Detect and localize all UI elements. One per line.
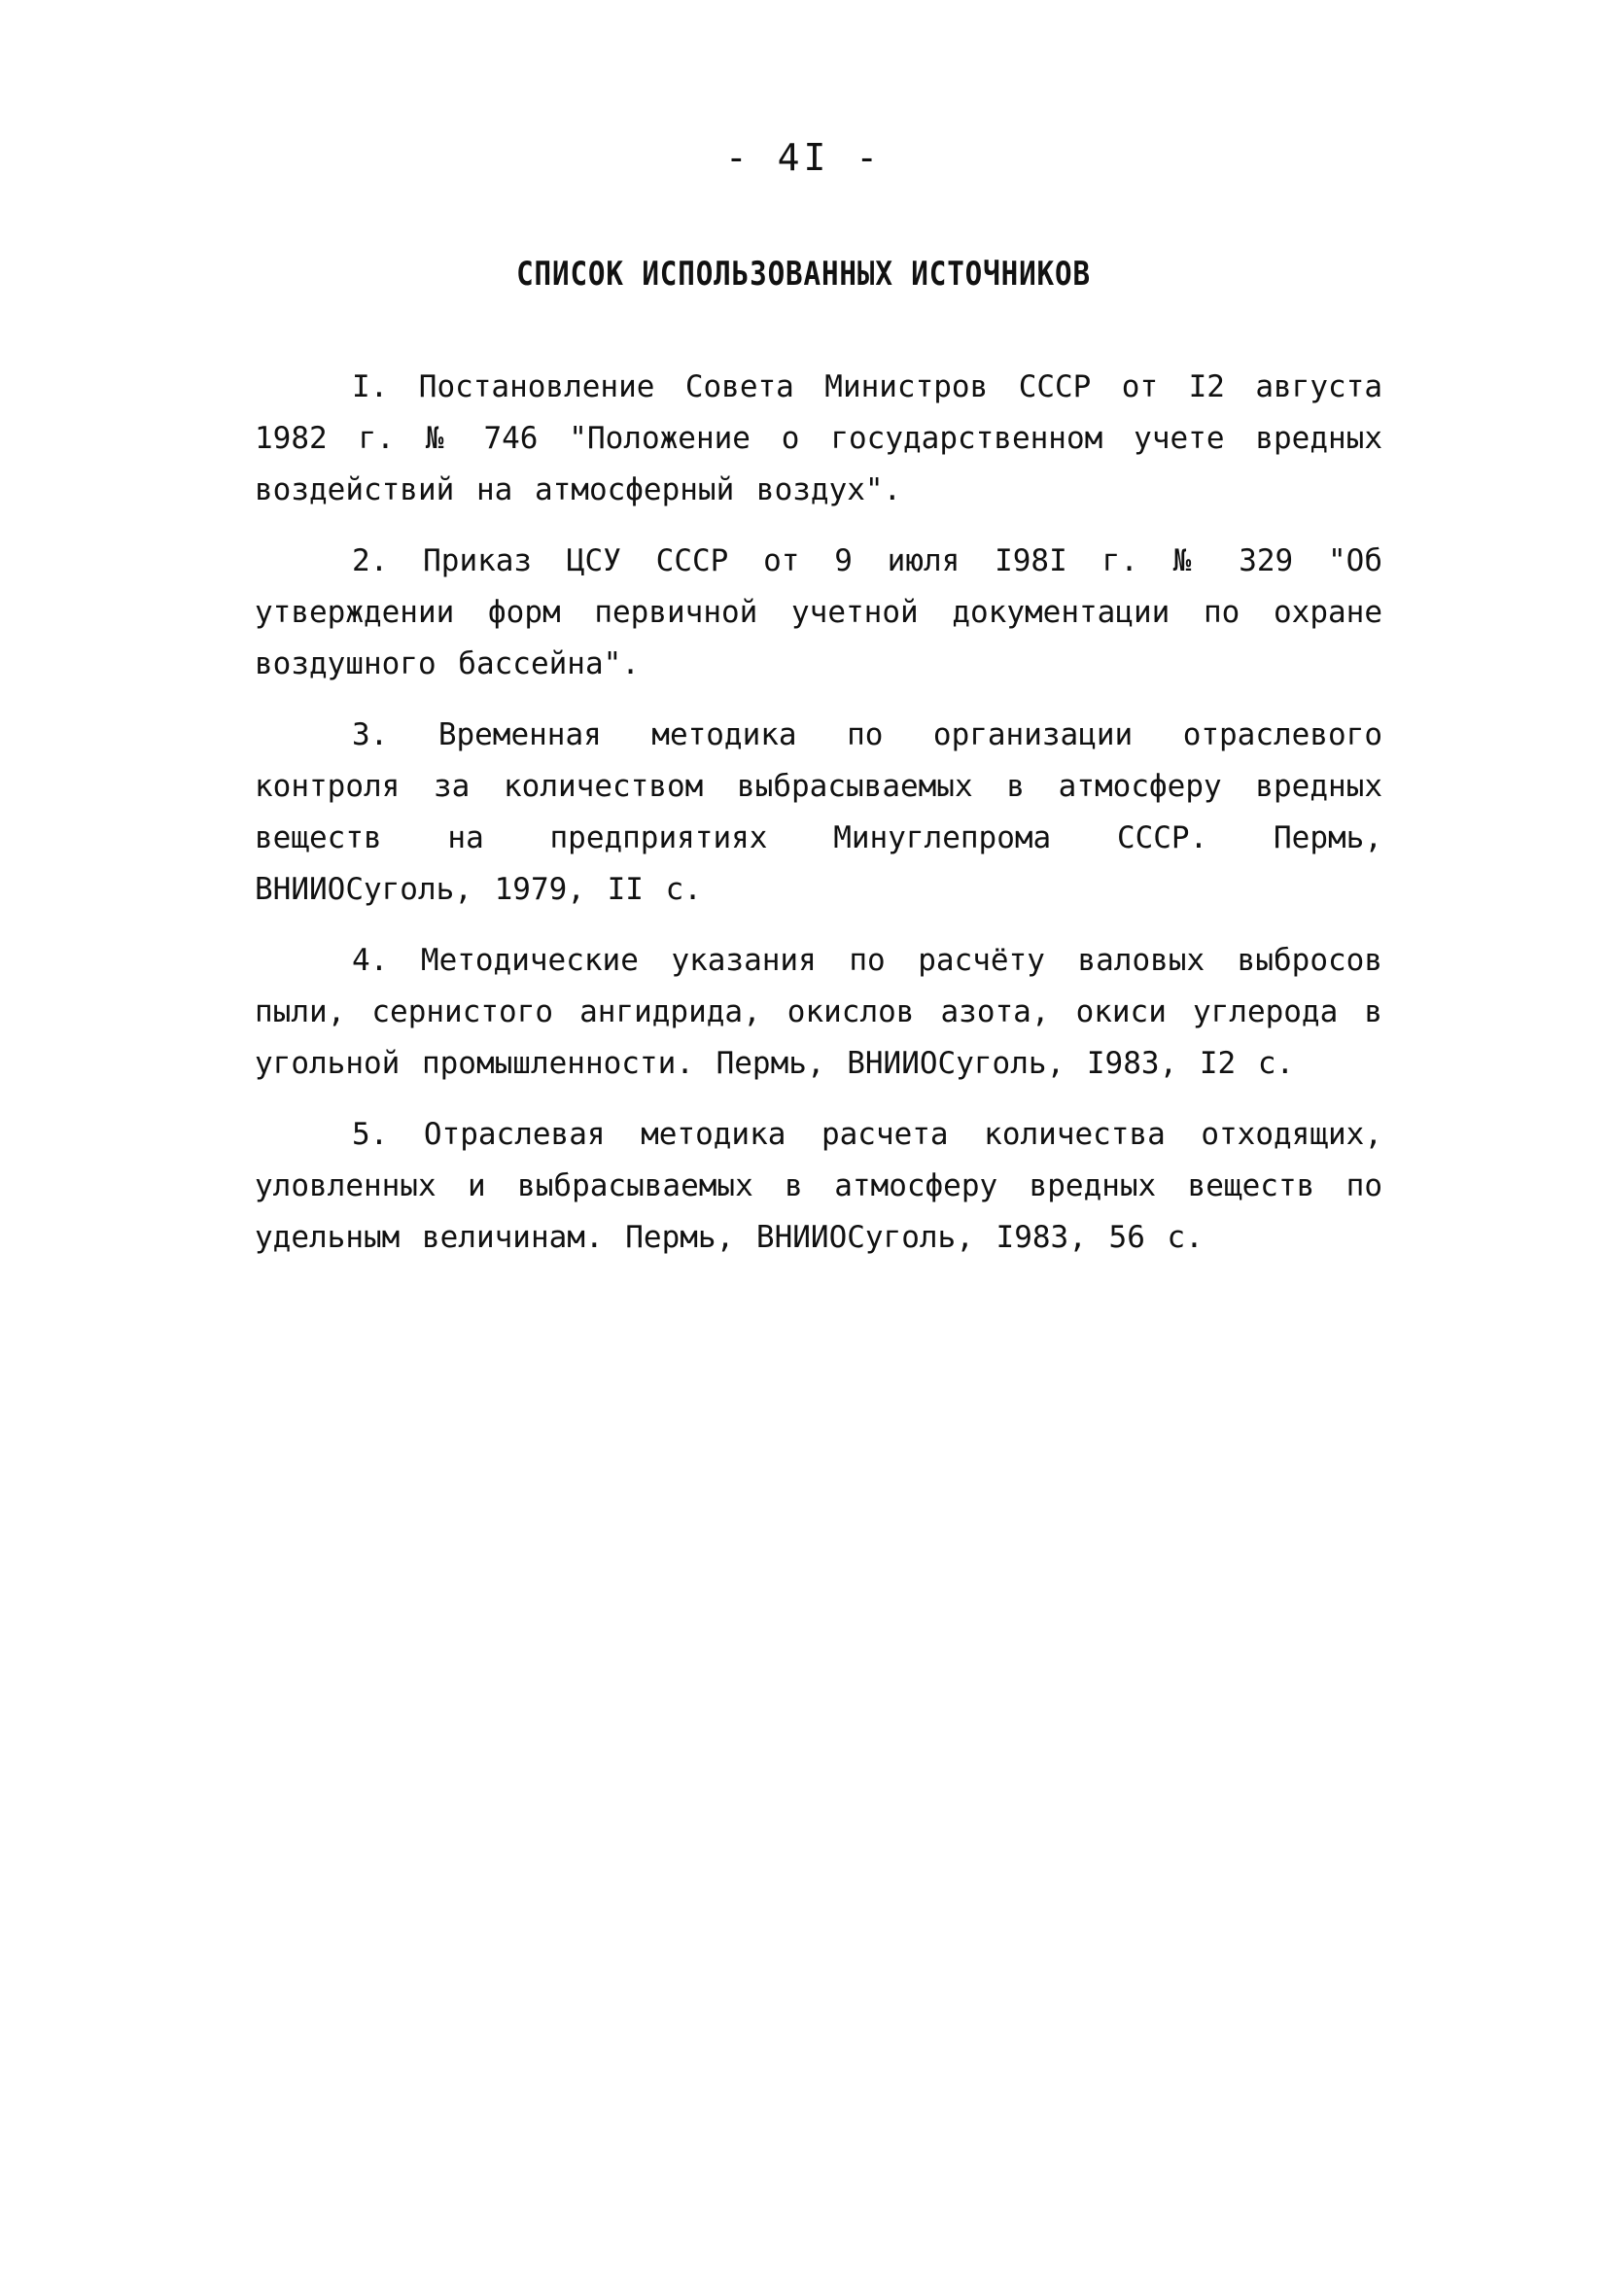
reference-item-2: 2. Приказ ЦСУ СССР от 9 июля I98I г. № 329 "Об утверждении форм первичной учетной документации по охране воздушного бассейна". bbox=[255, 543, 1382, 681]
reference-list bbox=[255, 362, 1382, 1283]
reference-item-4: 4. Методические указания по расчёту валовых выбросов пыли, сернистого ангидрида, окислов азота, окиси углерода в угольной промышленности. Пермь, ВНИИОСуголь, I983, I2 с. bbox=[255, 943, 1382, 1081]
reference-item-5: 5. Отраслевая методика расчета количества отходящих, уловленных и выбрасываемых в атмосферу вредных веществ по удельным величинам. Пермь, ВНИИОСуголь, I983, 56 с. bbox=[255, 1117, 1382, 1255]
page-number: - 4I - bbox=[724, 136, 883, 179]
reference-item-1: I. Постановление Совета Министров СССР от I2 августа 1982 г. № 746 "Положение о государственном учете вредных воздействий на атмосферный воздух". bbox=[255, 369, 1382, 507]
reference-item-3: 3. Временная методика по организации отраслевого контроля за количеством выбрасываемых в атмосферу вредных веществ на предприятиях Минуглепрома СССР. Пермь, ВНИИОСуголь, 1979, II с. bbox=[255, 717, 1382, 907]
page-title: СПИСОК ИСПОЛЬЗОВАННЫХ ИСТОЧНИКОВ bbox=[516, 255, 1091, 294]
